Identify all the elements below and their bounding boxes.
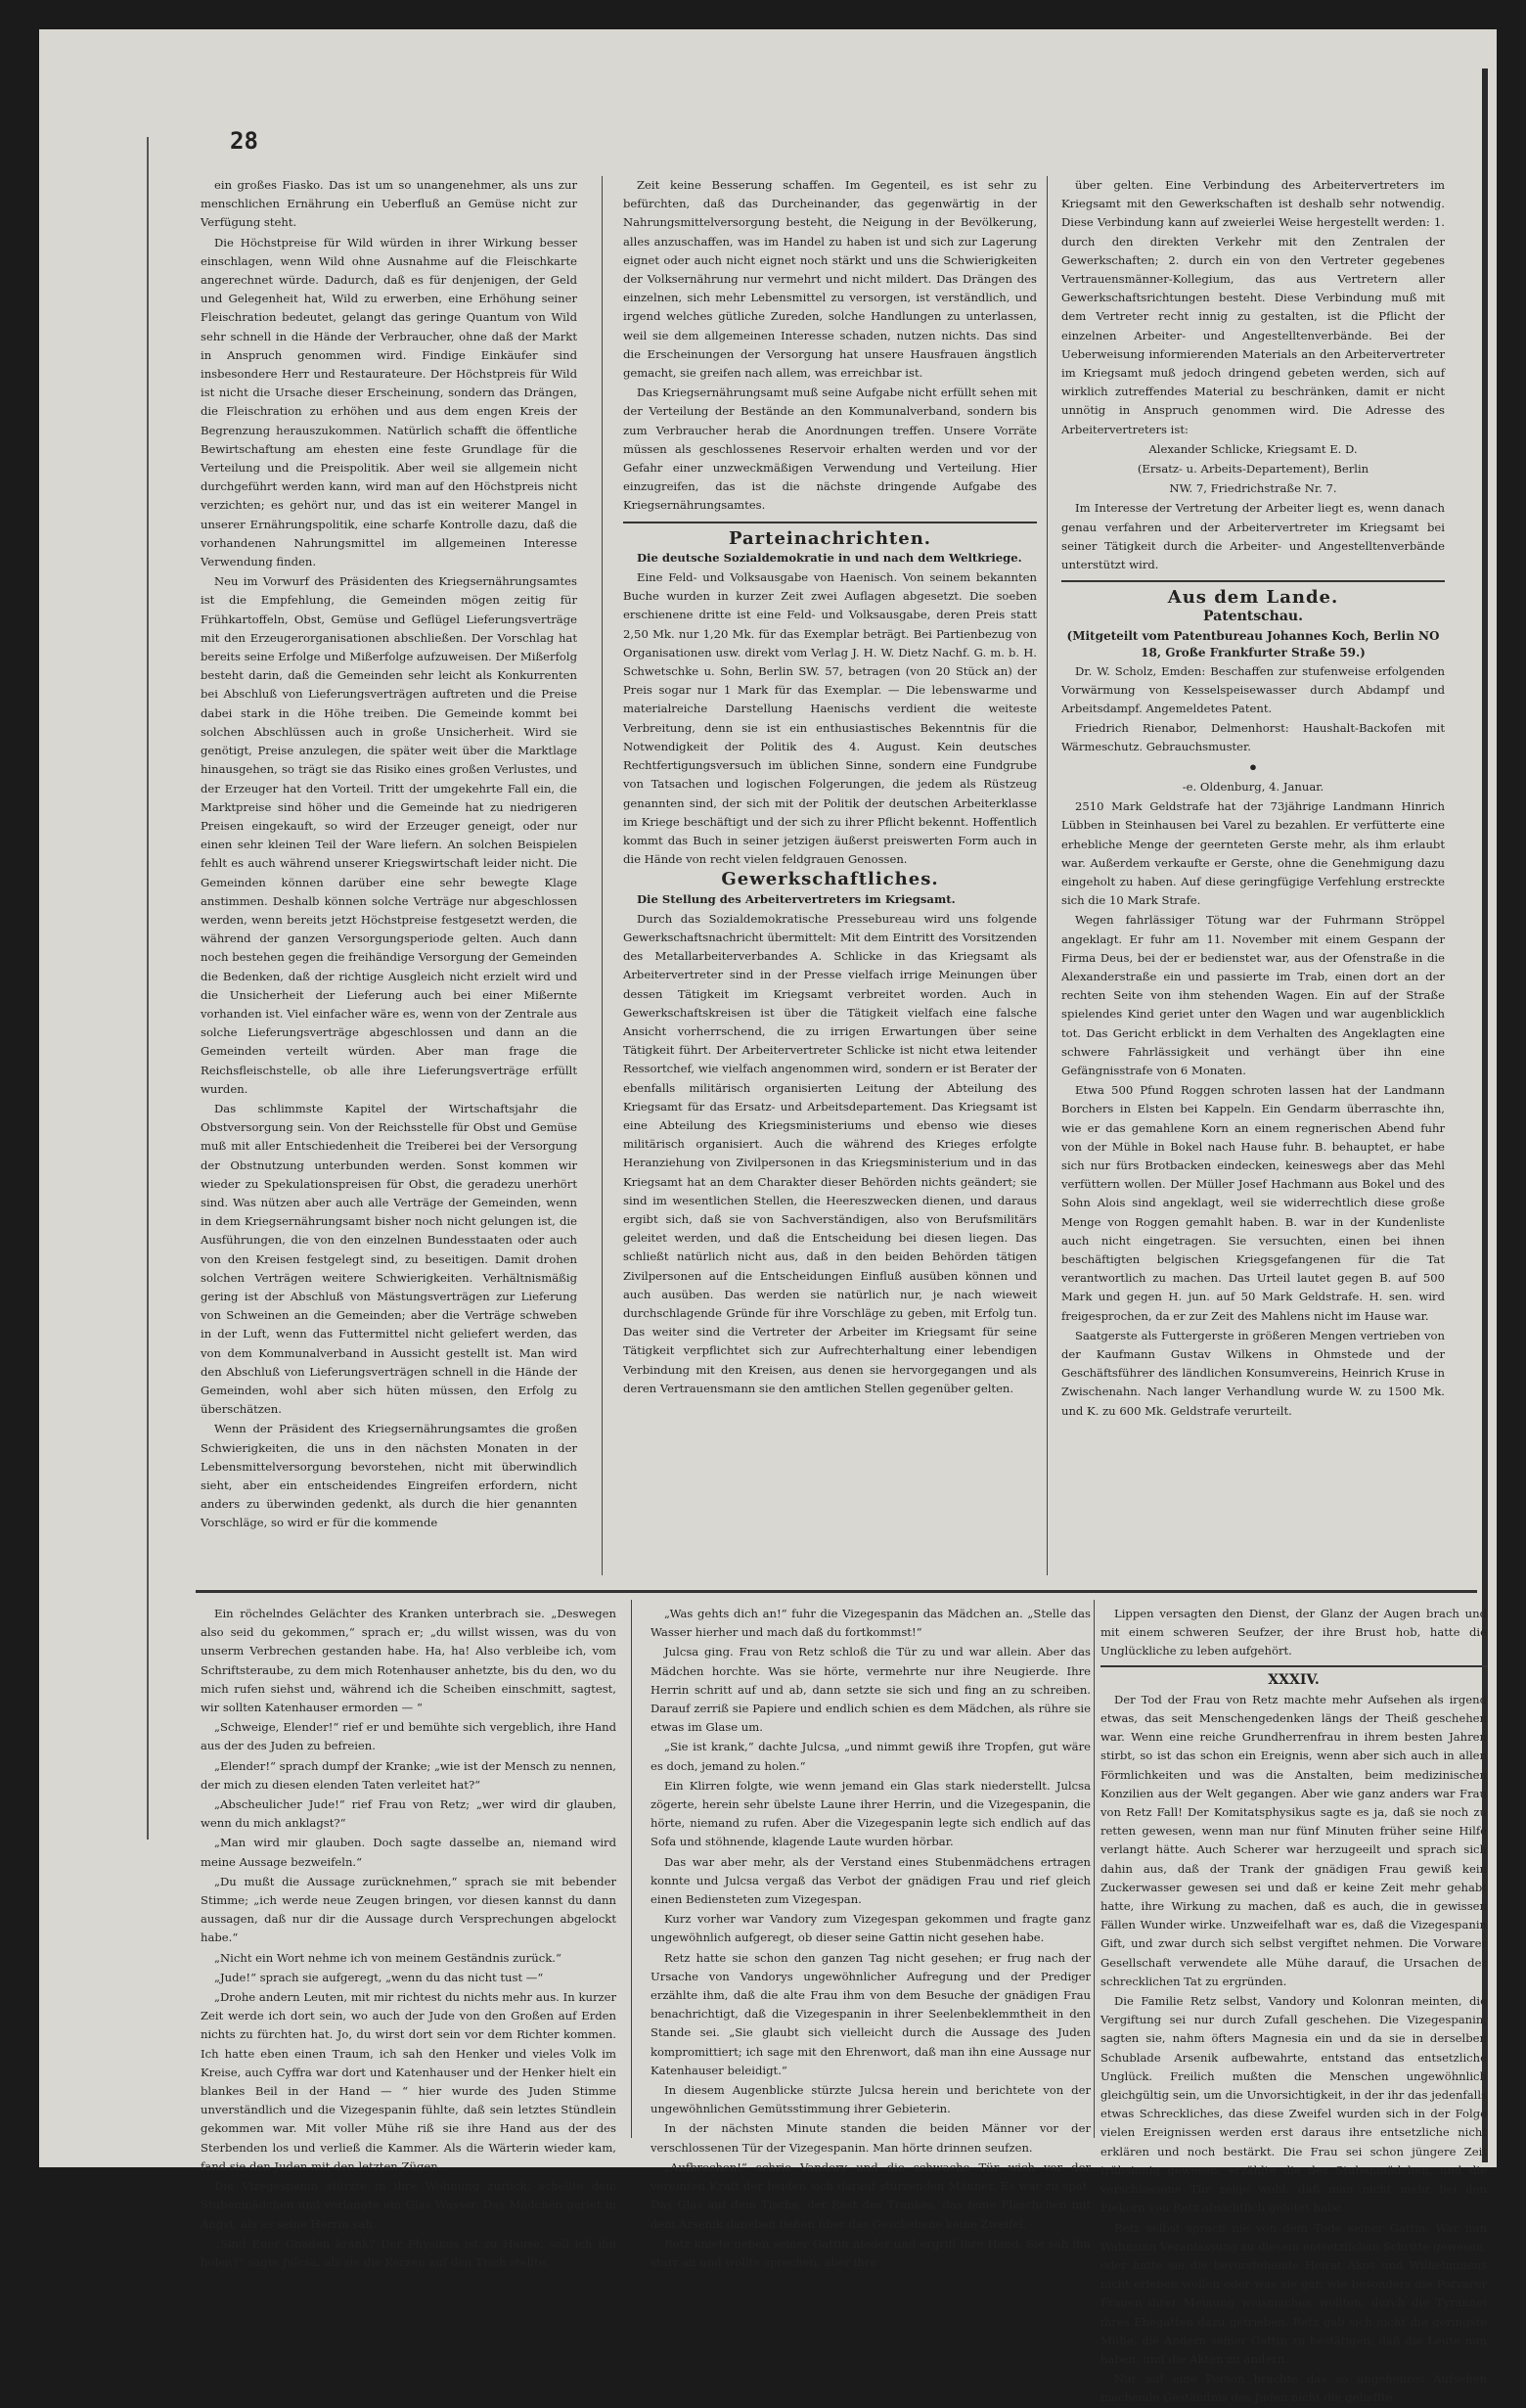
paragraph: „Man wird mir glauben. Doch sagte dasselbe an, niemand wird meine Aussage bezweifeln.“ [201,1836,616,1869]
paragraph: Julcsa ging. Frau von Retz schloß die Tür zu und war allein. Aber das Mädchen horchte. Was sie hörte, vermehrte nur ihre Neugierde. Ihre Herrin schritt auf und ab, dann setzte sie sich und fing an zu schreiben. Darauf zerriß sie Papiere und endlich schien es dem Mädchen, als rühre sie etwas im Glase um. [651,1645,1091,1735]
section-heading-aus-dem-lande: Aus dem Lande. [1167,587,1339,609]
paragraph: Retz hatte sie schon den ganzen Tag nicht gesehen; er frug nach der Ursache von Vandorys ungewöhnlicher Aufregung und der Prediger erzählte ihm, daß die alte Frau ihm von dem Besuche der gnädigen Frau benachrichtigt, daß die Vizegespanin in ihrer Seelenbeklemmtheit in den Stande sei. „Sie glaubt sich vielleicht durch die Aussage des Juden kompromittiert; ich sage mit den Ehrenwort, daß man ihn eine Aussage nur Katenhauser beleidigt.“ [651,1950,1091,2077]
paragraph: Retz kniete neben seiner Gattin nieder und ergriff ihre Hand. Sie sah ihn starr an und wollte sprechen, aber ihre [651,2236,1091,2269]
article-lead: Die Stellung des Arbeitervertreters im Kriegsamt. [637,891,956,906]
news-item: Etwa 500 Pfund Roggen schroten lassen hat der Landmann Borchers in Elsten bei Kappeln. Ein Gendarm überraschte ihn, wie er das gemahlene Korn an einem regnerischen Abend fuhr von der Mühle in Bokel nach Hause fuhr. B. behauptet, er habe sich nur fürs Brotbacken eindecken, keineswegs aber das Mehl verfüttern wollen. Der Müller Josef Hachmann aus Bokel und des Sohn Alois sind angeklagt, weil sie widerrechtlich diese große Menge von Roggen gemahlt haben. B. war in der Kundenliste auch nicht eingetragen. Sie versuchten, einen bei ihnen beschäftigten belgischen Kriegsgefangenen für die Tat verantwortlich zu machen. Das Urteil lautet gegen B. auf 500 Mark und gegen H. jun. auf 50 Mark Geldstrafe. H. sen. wird freigesprochen, da er zur Zeit des Mahlens nicht im Hause war. [1061,1083,1445,1323]
page-number: 28 [230,127,258,155]
separator-bullet: • [1247,757,1259,777]
paragraph: Der Tod der Frau von Retz machte mehr Aufsehen als irgend etwas, das seit Menschengedenken längs der Theiß geschehen war. Wenn eine reiche Grundherrenfrau in ihrem besten Jahren stirbt, so ist das schon ein Ereignis, wenn aber sich auch in allen Förmlichkeiten und was die Anstalten, beim medizinischen Konzilien aus der Welt gegangen. Aber wie ganz anders war Frau von Retz Fall! Der Komitatsphysikus sagte es ja, daß sie noch zu retten gewesen, wenn man nur fünf Minuten früher seine Hilfe verlangt hätte. Auch Scherer war herzugeeilt und sprach sich dahin aus, daß der Trank der gnädigen Frau gewiß kein Zuckerwasser gewesen sei und daß er keine Zeit mehr gehabt hatte, ihre Wirkung zu machen, daß es auch, die in gewissen Fällen Wunder wirke. Unzweifelhaft war es, daß die Vizegespanin Gift, und zwar durch sich selbst vergiftet nehmen. Die Vorwarer Gesellschaft verwendete alle Mühe darauf, die Ursachen der schrecklichen Tat zu ergründen. [1100,1692,1487,1988]
feuilleton-column-3 [1100,1605,1487,2405]
feuilleton-column-1 [201,1605,616,2269]
paragraph: „Was gehts dich an!“ fuhr die Vizegespanin das Mädchen an. „Stelle das Wasser hierher und mach daß du fortkommst!“ [651,1607,1091,1640]
dateline: -e. Oldenburg, 4. Januar. [1182,779,1324,794]
paragraph: „Aufbrechen!“ schrie Vandory und die schwache Tür wich vor der vereinten Kraft der beiden sich darauf stürzenden Männer. Es war zu spät. Das Glas auf dem Tische, der Rest des Trankes, das feine Fläschchen mit dem Arsenik daneben ließen über das Geschehene keine Zweifel. [651,2159,1091,2231]
paragraph: „Drohe andern Leuten, mit mir richtest du nichts mehr aus. In kurzer Zeit werde ich dort sein, wo auch der Jude von den Großen auf Erden nichts zu fürchten hat. Jo, du wirst dort sein vor dem Richter kommen. Ich hatte eben einen Traum, ich sah den Henker und vieles Volk im Kreise, auch Cyffra war dort und Katenhauser und der Henker hielt ein blankes Beil in der Hand — “ hier wurde des Juden Stimme unverständlich und die Vizegespanin fühlte, daß sein letztes Stündlein gekommen war. Mit voller Mühe riß sie ihre Hand aus der des Sterbenden los und verließ die Kammer. Als die Wärterin wieder kam, fand sie den Juden mit den letzten Zügen. [201,1990,616,2173]
paragraph: Zeit keine Besserung schaffen. Im Gegenteil, es ist sehr zu befürchten, daß das Durcheinander, das gegenwärtig in der Nahrungsmittelversorgung besteht, die Neigung in der Bevölkerung, alles anzuschaffen, was im Handel zu haben ist und sich zur Lagerung eignet oder auch nicht eignet noch stärkt und uns die Schwierigkeiten der Volksernährung nur vermehrt und nicht mildert. Das Drängen des einzelnen, sich mehr Lebensmittel zu versorgen, ist verständlich, und irgend welches gütliche Zureden, solche Handlungen zu unterlassen, weil sie dem allgemeinen Interesse schaden, nutzen nichts. Das sind die Erscheinungen der Versorgung hat unsere Hausfrauen ängstlich gemacht, sie greifen nach allem, was erreichbar ist. [623,178,1037,381]
paragraph: „Du mußt die Aussage zurücknehmen,“ sprach sie mit bebender Stimme; „ich werde neue Zeugen bringen, vor diesen kannst du dann aussagen, daß nur dir die Aussage durch Versprechungen abgelockt habe.“ [201,1874,616,1945]
article-column-3 [1061,176,1445,1507]
paragraph: über gelten. Eine Verbindung des Arbeitervertreters im Kriegsamt mit den Gewerkschaften ist deshalb sehr notwendig. Diese Verbindung kann auf zweierlei Weise hergestellt werden: 1. durch den direkten Verkehr mit den Zentralen der Gewerkschaften; 2. durch ein von den Vertreter gegebenes Vertrauensmänner-Kollegium, das aus Vertretern aller Gewerkschaftsrichtungen besteht. Diese Verbindung muß mit dem Vertreter recht innig zu gestalten, ist die Pflicht der einzelnen Arbeiter- und Angestelltenverbände. Bei der Ueberweisung informierenden Materials an den Arbeitervertreter im Kriegsamt muß jedoch dringend gebeten werden, sich auf wirklich zutreffendes Material zu beschränken, damit er nicht unnötig in Anspruch genommen wird. Die Adresse des Arbeitervertreters ist: [1061,178,1445,436]
paragraph: Wenn der Präsident des Kriegsernährungsamtes die großen Schwierigkeiten, die uns in den nächsten Monaten in der Lebensmittelversorgung bevorstehen, nicht mit überwindlich sieht, aber ein entscheidendes Eingreifen erfordern, nicht anders zu überwinden gedenkt, als durch die hier genannten Vorschläge, so wird er für die kommende [201,1422,577,1530]
paragraph: In diesem Augenblicke stürzte Julcsa herein und berichtete von der ungewöhnlichen Gemütsstimmung ihrer Gebieterin. [651,2083,1091,2116]
news-item: Saatgerste als Futtergerste in größeren Mengen vertrieben von der Kaufmann Gustav Wilkens in Ohmstede und der Geschäftsführer des ländlichen Konsumvereins, Heinrich Kruse in Zwischenahn. Nach langer Verhandlung wurde W. zu 1500 Mk. und K. zu 600 Mk. Geldstrafe verurteilt. [1061,1328,1445,1418]
binding-edge-line [147,137,149,1840]
paragraph: „Elender!“ sprach dumpf der Kranke; „wie ist der Mensch zu nennen, der mich zu diesen elenden Taten verleitet hat?“ [201,1758,616,1792]
newspaper-page [39,29,1497,2405]
paragraph: „Sind Euer Gnaden krank? Der Physikus ist zu Hause, soll ich ihn holen?“ sagte Julcsa, als sie die Kerzen auf den Tisch stellte. [201,2236,616,2269]
section-divider [1061,580,1445,582]
paragraph: Ein röchelndes Gelächter des Kranken unterbrach sie. „Deswegen also seid du gekommen,“ sprach er; „du willst wissen, was du von unserm Verbrechen gestanden habe. Ha, ha! Also verbleibe ich, vom Schriftsteraube, zu dem mich Rotenhauser anhetzte, bis du den, wo du mich rufen siehst und, während ich die Scheiben einschmitt, sagtest, wir sollten Katenhauser ermorden — “ [201,1607,616,1715]
article-column-2 [623,176,1037,1433]
column-divider [1094,1600,1095,2138]
patent-entry: Friedrich Rienabor, Delmenhorst: Haushalt-Backofen mit Wärmeschutz. Gebrauchsmuster. [1061,721,1445,754]
section-heading-parteinachrichten: Parteinachrichten. [728,527,932,549]
paragraph: „Nicht ein Wort nehme ich von meinem Geständnis zurück.“ [214,1950,561,1965]
paragraph: „Sie ist krank,“ dachte Julcsa, „und nimmt gewiß ihre Tropfen, gut wäre es doch, jemand zu holen.“ [651,1740,1091,1773]
address-line: NW. 7, Friedrichstraße Nr. 7. [1169,481,1337,496]
paragraph: Ein Klirren folgte, wie wenn jemand ein Glas stark niederstellt. Julcsa zögerte, herein sehr übelste Laune ihrer Herrin, und die Vizegespanin, die hörte, niemand zu rufen. Aber die Vizegespanin legte sich endlich auf das Sofa und stöhnende, klagende Laute wurden hörbar. [651,1778,1091,1849]
paragraph: ein großes Fiasko. Das ist um so unangenehmer, als uns zur menschlichen Ernährung ein Ueberfluß an Gemüse nicht zur Verfügung steht. [201,178,577,230]
paragraph: „Schweige, Elender!“ rief er und bemühte sich vergeblich, ihre Hand aus der des Juden zu befreien. [201,1720,616,1753]
paragraph: Im Interesse der Vertretung der Arbeiter liegt es, wenn danach genau verfahren und der Arbeitervertreter im Kriegsamt bei seiner Tätigkeit durch die Arbeiter- und Angestelltenverbände unterstützt wird. [1061,501,1445,572]
news-item: Wegen fahrlässiger Tötung war der Fuhrmann Ströppel angeklagt. Er fuhr am 11. November mit einem Gespann der Firma Deus, bei der er bedienstet war, aus der Ofenstraße in die Alexanderstraße ein und passierte im Trab, einen dort an der rechten Seite von ihm stehenden Wagen. Ein auf der Straße spielendes Kind geriet unter den Wagen und war augenblicklich tot. Das Gericht erblickt in dem Verhalten des Angeklagten eine schwere Fahrlässigkeit und verhängt über ihn eine Gefängnisstrafe von 6 Monaten. [1061,913,1445,1077]
news-item: 2510 Mark Geldstrafe hat der 73jährige Landmann Hinrich Lübben in Steinhausen bei Varel zu bezahlen. Er verfütterte eine erhebliche Menge der geernteten Gerste mehr, als ihm erlaubt war. Außerdem verkaufte er Gerste, ohne die Genehmigung dazu eingeholt zu haben. Auf diese geringfügige Verfehlung erstreckte sich die 10 Mark Strafe. [1061,799,1445,908]
paragraph: Durch das Sozialdemokratische Pressebureau wird uns folgende Gewerkschaftsnachricht übermittelt: Mit dem Eintritt des Vorsitzenden des Metallarbeiterverbandes A. Schlicke in das Kriegsamt als Arbeitervertreter sind in der Presse vielfach irrige Meinungen über dessen Tätigkeit im Kriegsamt verbreitet worden. Auch in Gewerkschaftskreisen ist über die Tätigkeit vielfach eine falsche Ansicht vorherrschend, die zu irrigen Erwartungen über seine Tätigkeit führt. Der Arbeitervertreter Schlicke ist nicht etwa leitender Ressortchef, wie vielfach angenommen wird, sondern er ist Berater der ebenfalls militärisch organisierten Leitung der Abteilung des Kriegsamt für das Ersatz- und Arbeitsdepartement. Das Kriegsamt ist eine Abteilung des Kriegsministeriums und ebenso wie dieses militärisch organisiert. Auch die während des Krieges erfolgte Heranziehung von Zivilpersonen in das Kriegsministerium und in das Kriegsamt hat an dem Charakter dieser Behörden nichts geändert; sie sind im wesentlichen Stellen, die Heereszwecken dienen, und daraus ergibt sich, daß sie von Sachverständigen, also von Berufsmilitärs geleitet werden, und daß die Entscheidung bei diesen liegen. Das schließt natürlich nicht aus, daß in den beiden Behörden tätigen Zivilpersonen auf die Entscheidungen Einfluß ausüben können und auch ausüben. Das werden sie natürlich nur, je nach wieweit durchschlagende Gründe für ihre Vorschläge zu geben, mit Erfolg tun. Das weiter sind die Vertreter der Arbeiter im Kriegsamt für seine Tätigkeit verpflichtet sich zur Aufrechterhaltung einer lebendigen Verbindung mit den Kreisen, aus denen sie hervorgegangen und als deren Vertrauensmann sie den amtlichen Stellen gegenüber gelten. [623,911,1037,1395]
section-divider [623,522,1037,523]
paragraph: Die Vizegespanin stürzte in ihre Wohnung zurück, schellte dem Stubenmädchen und verlangte ein Glas Wasser. Das Mädchen geriet in Angst, als es seine Herrin sah. [201,2179,616,2231]
paragraph: Die Familie Retz selbst, Vandory und Kolonran meinten, die Vergiftung sei nur durch Zufall geschehen. Die Vizegespanin, sagten sie, nahm öfters Magnesia ein und da sie in derselben Schublade Arsenik aufbewahrte, entstand das entsetzliche Unglück. Freilich mußten die Menschen ungewöhnlich gleichgültig sein, um die Unvorsichtigkeit, in der ihr das jedenfalls etwas Schreckliches, das diese Zweifel wurden sich in der Folge vielen Ereignissen werden erst daraus ihre entsetzliche nicht erklären und noch bestärkt. Die Frau sei schon jüngere Zeit trübsinnig gewesen, erzählte die des Stubenmädchen, und die verschlossene Tür zeige wohl, daß man nicht mehr bei den Fiekorn von Retz absichtlich getötet habe. [1100,1994,1487,2215]
feuilleton-divider [196,1590,1477,1593]
paragraph: „Abscheulicher Jude!“ rief Frau von Retz; „wer wird dir glauben, wenn du mich anklagst?“ [201,1797,616,1831]
article-column-1 [201,176,577,1580]
paragraph: „Jude!“ sprach sie aufgeregt, „wenn du das nicht tust —“ [214,1970,544,1984]
paragraph: Eine Feld- und Volksausgabe von Haenisch. Von seinem bekannten Buche wurden in kurzer Zeit zwei Auflagen abgesetzt. Die soeben erschienene dritte ist eine Feld- und Volksausgabe, deren Preis statt 2,50 Mk. nur 1,20 Mk. für das Exemplar beträgt. Bei Partienbezug von Organisationen usw. direkt vom Verlag J. H. W. Dietz Nachf. G. m. b. H. Schwetschke u. Sohn, Berlin SW. 57, betragen (von 20 Stück an) der Preis sogar nur 1 Mark für das Exemplar. — Die lebenswarme und materialreiche Darstellung Haenischs verdient die weiteste Verbreitung, denn sie ist ein enthusiastisches Bekenntnis für die Notwendigkeit der Politik des 4. August. Kein deutsches Rechtfertigungsversuch im üblichen Sinne, sondern eine Fundgrube von Tatsachen und logischen Folgerungen, die jedem als Rüstzeug genannten sind, der sich mit der Politik der deutschen Arbeiterklasse im Kriege beschäftigt und der sich zu ihrer Pflicht bekennt. Hoffentlich kommt das Buch in seiner jetzigen äußerst preiswerten Form auch in die Hände von recht vielen feldgrauen Genossen. [623,570,1037,867]
chapter-number: XXXIV. [1268,1671,1320,1688]
source-note: (Mitgeteilt vom Patentbureau Johannes Koch, Berlin NO 18, Große Frankfurter Straße 59.) [1066,628,1440,659]
paragraph: Nur auf eine Person brachte das so ungeheures Aufsehen machende Geständnis des Juden nicht die geheffte [1100,2372,1487,2405]
article-lead: Die deutsche Sozialdemokratie in und nach dem Weltkriege. [637,550,1022,565]
paragraph: Das schlimmste Kapitel der Wirtschaftsjahr die Obstversorgung sein. Von der Reichsstelle für Obst und Gemüse muß mit aller Entschiedenheit die Treiberei bei der Versorgung der Obstnutzung unterbunden werden. Sonst kommen wir wieder zu Spekulationspreisen für Obst, die geradezu unerhört sind. Was nützen aber auch alle Verträge der Gemeinden, wenn in dem Kriegsernährungsamt bisher noch nicht gelungen ist, die Ausführungen, die von den einzelnen Bundesstaaten oder auch von den Kreisen festgelegt sind, zu beseitigen. Damit drohen solchen Verträgen weitere Schwierigkeiten. Verhältnismäßig gering ist der Abschluß von Mästungsverträgen zur Lieferung von Schweinen an die Gemeinden; aber die Verträge schweben in der Luft, wenn das Futtermittel nicht geliefert werden, das von dem Kommunalverband in Aussicht gestellt ist. Man wird den Abschluß von Lieferungsverträgen schnell in die Hände der Gemeinden, wohl aber sich hüten müssen, den Erfolg zu überschätzen. [201,1101,577,1417]
paragraph: Das war aber mehr, als der Verstand eines Stubenmädchens ertragen konnte und Julcsa vergaß das Verbot der gnädigen Frau und rief gleich einen Bediensteten zum Vizegespan. [651,1854,1091,1907]
column-divider [631,1600,632,2138]
paragraph: Lippen versagten den Dienst, der Glanz der Augen brach und mit einem schweren Seufzer, der ihre Brust hob, hatte die Unglückliche zu leben aufgehört. [1100,1607,1487,1658]
column-divider [1047,176,1048,1575]
column-divider [602,176,603,1575]
address-line: (Ersatz- u. Arbeits-Departement), Berlin [1137,462,1369,477]
patent-entry: Dr. W. Scholz, Emden: Beschaffen zur stufenweise erfolgenden Vorwärmung von Kesselspeisewasser durch Abdampf und Arbeitsdampf. Angemeldetes Patent. [1061,663,1445,716]
section-heading-gewerkschaftliches: Gewerkschaftliches. [721,869,939,890]
paragraph: Retz selbst sprach nie von dem Tode seiner Gattin. War nun Wahnsinn Veranlassung zu diesem entsetzlichen Schritte gewesen, oder hatte sie die bevorstehende Heirat Akos und Wilhelminens nicht erleben wollen oder was sie gar, wie besonders die Porvarer Frauen ihrer Meinung weismachen wollten, durch die Tyrannei ihres Ehegatten dazu getrieben. Retz gab sich nicht die geringste Mühe, die Andern seiner Gattin zu bestätigen, daß die Leute nun haben, und die Akten zu ändern. [1100,2220,1487,2366]
subheading-patentschau: Patentschau. [1203,609,1303,625]
paragraph: Die Höchstpreise für Wild würden in ihrer Wirkung besser einschlagen, wenn Wild ohne Ausnahme auf die Fleischkarte angerechnet würde. Dadurch, daß es für denjenigen, der Geld und Gelegenheit hat, Wild zu erwerben, eine Erhöhung seiner Fleischration bedeutet, gelangt das geringe Quantum von Wild sehr schnell in die Hände der Verbraucher, ohne daß der Markt in Anspruch genommen wird. Findige Einkäufer sind insbesondere Herr und Restaurateure. Der Höchstpreis für Wild ist nicht die Ursache dieser Erscheinung, sondern das Drängen, die Fleischration zu erhöhen und aus dem engen Kreis der Begrenzung herauszukommen. Natürlich schafft die öffentliche Bewirtschaftung am ehesten eine feste Grundlage für die Verteilung und die Preispolitik. Aber weil sie allgemein nicht durchgeführt werden kann, wird man auf den Höchstpreis nicht verzichten; es gehört nur, und das ist ein weiterer Mangel in unserer Ernährungspolitik, eine scharfe Kontrolle dazu, daß die vorhandenen Nahrungsmittel im allgemeinen Interesse Verwendung finden. [201,235,577,569]
paragraph: Kurz vorher war Vandory zum Vizegespan gekommen und fragte ganz ungewöhnlich aufgeregt, ob dieser seine Gattin nicht gesehen habe. [651,1912,1091,1945]
paragraph: Neu im Vorwurf des Präsidenten des Kriegsernährungsamtes ist die Empfehlung, die Gemeinden mögen zeitig für Frühkartoffeln, Obst, Gemüse und Geflügel Lieferungsverträge mit den Erzeugerorganisationen abschließen. Der Vorschlag hat bereits seine Erfolge und Mißerfolge aufzuweisen. Der Mißerfolg besteht darin, daß die Gemeinden sehr leicht als Konkurrenten bei Abschluß von Lieferungsverträgen auftreten und die Preise dabei stark in die Höhe treiben. Die Gemeinde kommt bei solchen Abschlüssen auch in große Unsicherheit. Wird sie genötigt, Preise anzulegen, die später weit über die Marktlage hinausgehen, so trägt sie das Risiko eines großen Verlustes, und der Erzeuger hat den Vorteil. Tritt der umgekehrte Fall ein, die Marktpreise sind höher und die Gemeinde hat zu niedrigeren Preisen eingekauft, so wird der Erzeuger geneigt, oder nur einen sehr kleinen Teil der Ware liefern. An solchen Beispielen fehlt es auch während unserer Kriegswirtschaft leider nicht. Die Gemeinden können darüber eine sehr bewegte Klage anstimmen. Deshalb können solche Verträge nur abgeschlossen werden, wenn bereits jetzt Höchstpreise festgesetzt werden, die während der ganzen Versorgungsperiode gelten. Auch dann noch bestehen gegen die freihändige Versorgung der Gemeinden die Bedenken, daß der richtige Ausgleich nicht erzielt wird und die Unsicherheit der Lieferung auch bei einer Mißernte vorhanden ist. Viel einfacher wäre es, wenn von der Zentrale aus solche Lieferungsverträge abgeschlossen und dann an die Gemeinden verteilt würden. Aber man frage die Reichsfleischstelle, ob alle ihre Lieferungsverträge erfüllt wurden. [201,574,577,1096]
address-line: Alexander Schlicke, Kriegsamt E. D. [1148,441,1358,456]
paragraph: In der nächsten Minute standen die beiden Männer vor der verschlossenen Tür der Vizegespanin. Man hörte drinnen seufzen. [651,2121,1091,2155]
paragraph: Das Kriegsernährungsamt muß seine Aufgabe nicht erfüllt sehen mit der Verteilung der Bestände an den Kommunalverband, sondern bis zum Verbraucher herab die Anordnungen treffen. Unsere Vorräte müssen als geschlossenes Reservoir erhalten werden und vor der Gefahr einer unzweckmäßigen Verwendung und Verteilung. Hier einzugreifen, das ist die nächste dringende Aufgabe des Kriegsernährungsamtes. [623,386,1037,513]
section-divider [1100,1665,1487,1667]
feuilleton-column-2 [651,1605,1091,2269]
